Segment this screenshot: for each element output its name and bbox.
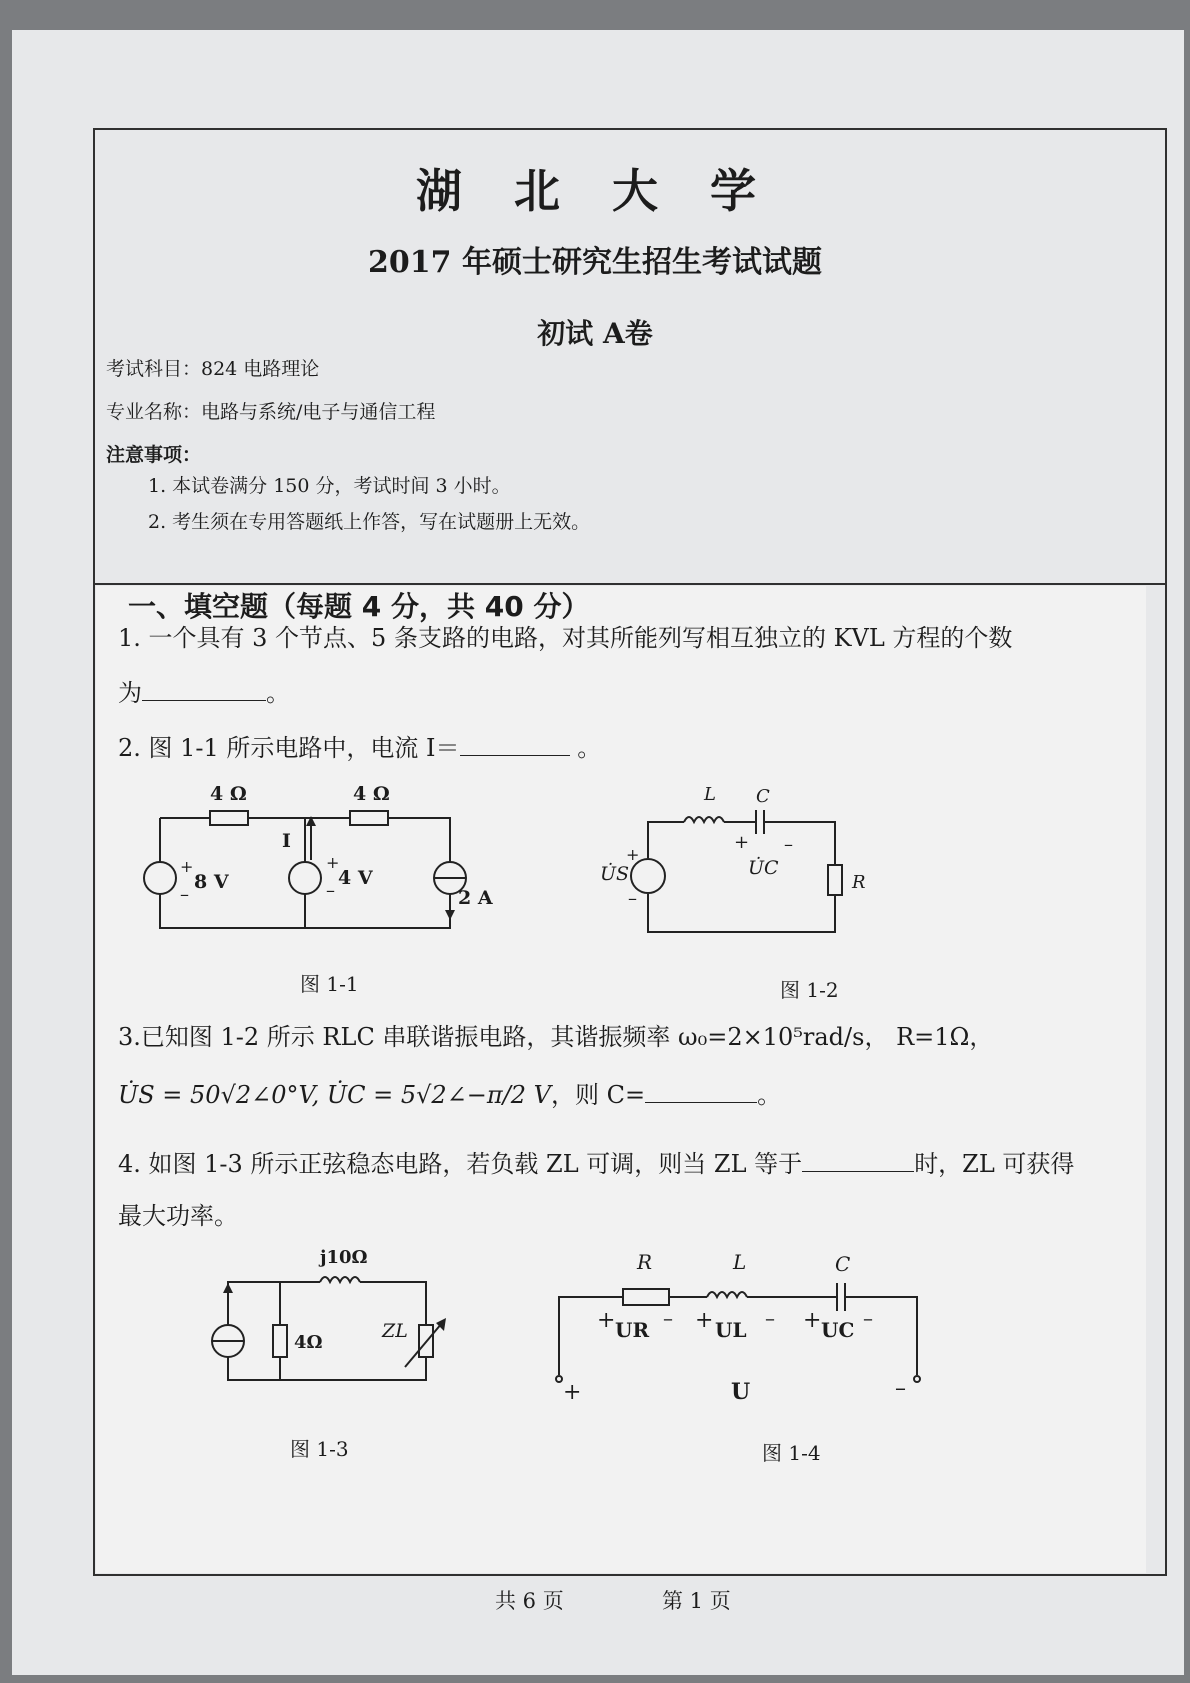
fig1-3-r-label: 4Ω <box>294 1332 323 1353</box>
q3-phasors: U̇S = 50√2∠0°V, U̇C = 5√2∠−π/2 V <box>118 1081 552 1109</box>
fig1-1-is-label: 2 A <box>458 887 493 909</box>
question-3-line2 <box>118 1075 781 1110</box>
u-minus-sign: – <box>895 1376 906 1401</box>
current-source-arrow-icon <box>223 1283 233 1293</box>
fig1-2-us-label: U̇S <box>600 863 630 885</box>
figure-1-1-caption: 图 1-1 <box>300 972 359 996</box>
figure-1-2-circuit <box>600 780 900 940</box>
figure-1-3-circuit <box>200 1245 460 1395</box>
fig1-4-l-label: L <box>733 1250 747 1274</box>
q4-text-2: 时，ZL 可获得 <box>914 1150 1075 1178</box>
figure-1-1-circuit <box>140 780 500 940</box>
fig1-3-zl-label: ZL <box>382 1320 408 1342</box>
fig1-1-current-label: I <box>282 830 291 852</box>
notes-title: 注意事项： <box>106 444 202 466</box>
fig1-1-r2-label: 4 Ω <box>353 783 390 805</box>
u-plus-sign: + <box>563 1380 582 1405</box>
ur-plus-sign: + <box>597 1308 616 1333</box>
ul-minus-sign: – <box>765 1306 775 1330</box>
fig1-4-u-label: U <box>731 1379 751 1405</box>
paper-type: 初试 A卷 <box>537 317 653 350</box>
fig1-4-c-label: C <box>835 1252 851 1276</box>
total-pages: 共 6 页 <box>495 1589 564 1613</box>
us-minus-sign: – <box>628 888 637 909</box>
exam-major: 专业名称：电路与系统/电子与通信工程 <box>106 401 436 423</box>
q2-answer-blank <box>460 733 570 756</box>
fig1-4-uc-label: UC <box>821 1318 855 1342</box>
question-4-line1 <box>118 1144 1074 1179</box>
figure-1-4-caption: 图 1-4 <box>762 1441 821 1465</box>
figure-1-4-circuit <box>545 1245 935 1405</box>
q2-suffix: 。 <box>577 734 602 762</box>
q3-answer-blank <box>645 1080 757 1103</box>
question-2 <box>118 728 601 763</box>
q4-text: 4. 如图 1-3 所示正弦稳态电路，若负载 ZL 可调，则当 ZL 等于 <box>118 1150 803 1178</box>
q3-text: ，则 C= <box>551 1081 646 1109</box>
vs1-minus-sign: – <box>180 884 189 905</box>
note-1: 1. 本试卷满分 150 分，考试时间 3 小时。 <box>148 475 511 497</box>
q1-suffix: 。 <box>266 679 290 707</box>
fig1-3-xl-label: j10Ω <box>320 1247 368 1268</box>
q1-prefix: 为 <box>118 679 142 707</box>
uc-minus-sign: – <box>784 834 793 855</box>
uc-plus-sign-2: + <box>803 1308 822 1333</box>
page-number: 第 1 页 <box>662 1589 731 1613</box>
fig1-2-c-label: C <box>756 786 770 807</box>
exam-title: 2017 年硕士研究生招生考试试题 <box>368 245 822 280</box>
q3-suffix: 。 <box>757 1081 782 1109</box>
fig1-4-ur-label: UR <box>615 1318 650 1342</box>
fig1-4-r-label: R <box>637 1250 653 1274</box>
fig1-2-r-label: R <box>852 872 866 893</box>
figure-1-2-caption: 图 1-2 <box>780 978 839 1002</box>
figure-1-3-caption: 图 1-3 <box>290 1437 349 1461</box>
source-arrow-icon <box>445 910 455 920</box>
fig1-2-uc-label: U̇C <box>748 857 779 879</box>
uc-plus-sign: + <box>734 832 750 853</box>
q1-answer-blank <box>142 678 266 701</box>
fig1-1-vs2-label: 4 V <box>338 867 373 889</box>
vs1-plus-sign: + <box>180 857 194 876</box>
ul-plus-sign: + <box>695 1308 714 1333</box>
ur-minus-sign: – <box>663 1306 673 1330</box>
vs2-minus-sign: – <box>326 880 335 901</box>
us-plus-sign: + <box>626 845 640 864</box>
fig1-1-vs1-label: 8 V <box>194 871 229 893</box>
question-1-line2 <box>118 673 290 708</box>
vs2-plus-sign: + <box>326 853 340 872</box>
uc-minus-sign-2: – <box>863 1306 873 1330</box>
fig1-1-r1-label: 4 Ω <box>210 783 247 805</box>
question-1-line1: 1. 一个具有 3 个节点、5 条支路的电路，对其所能列写相互独立的 KVL 方程的个数 <box>118 624 1013 652</box>
exam-subject: 考试科目：824 电路理论 <box>106 358 320 380</box>
fig1-2-l-label: L <box>704 784 716 805</box>
q2-text: 2. 图 1-1 所示电路中，电流 I＝ <box>118 734 460 762</box>
q4-answer-blank <box>802 1149 914 1172</box>
question-4-line2: 最大功率。 <box>118 1202 238 1230</box>
university-title: 湖 北 大 学 <box>415 164 775 218</box>
note-2: 2. 考生须在专用答题纸上作答，写在试题册上无效。 <box>148 511 591 533</box>
fig1-4-ul-label: UL <box>715 1318 747 1342</box>
question-3-line1: 3.已知图 1-2 所示 RLC 串联谐振电路，其谐振频率 ω₀=2×10⁵rad/s， R=1Ω， <box>118 1023 994 1051</box>
section-title: 一、填空题（每题 4 分，共 40 分） <box>128 590 590 623</box>
